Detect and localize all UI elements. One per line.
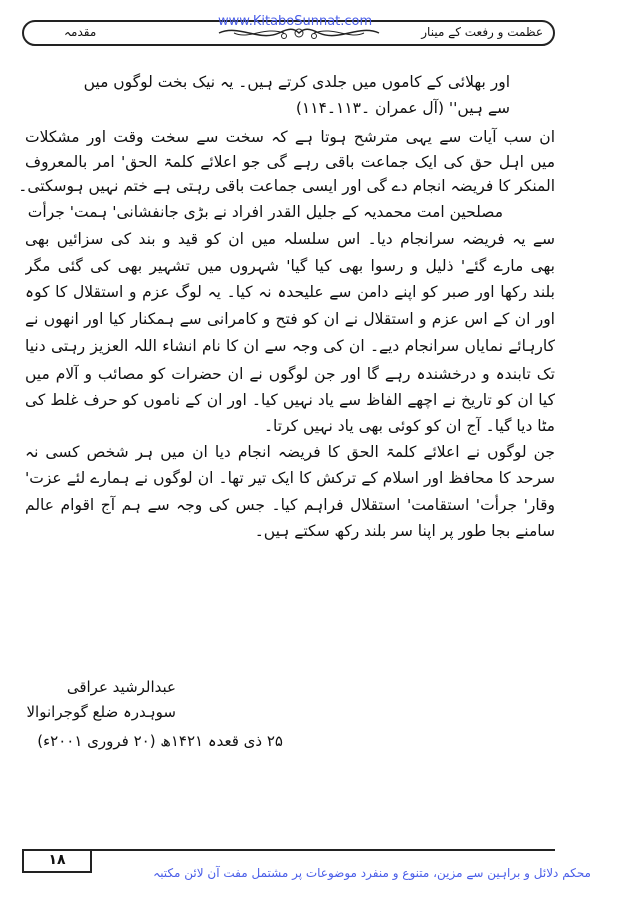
text-line: المنکر کا فریضہ انجام دے گی اور ایسی جماعت باقی رہتی ہے ختم نہیں ہوسکتی۔ [18, 177, 555, 195]
footer-rule [22, 849, 555, 851]
text-line: ان سب آیات سے یہی مترشح ہوتا ہے کہ سخت سے سخت وقت اور مشکلات [25, 128, 555, 146]
text-line: مٹا دیا گیا۔ آج ان کو کوئی بھی یاد نہیں کرتا۔ [263, 417, 555, 435]
footer-watermark-link[interactable]: محکم دلائل و براہین سے مزین، متنوع و منفرد موضوعات پر مشتمل مفت آن لائن مکتبہ [153, 866, 591, 880]
text-line: کیا ان کو تاریخ نے اچھے الفاظ سے یاد نہیں کیا۔ اور ان کے ناموں کو حرف غلط کی [25, 391, 555, 409]
text-line: بلند رکھا اور صبر کو اپنے دامن سے علیحدہ نہ کیا۔ یہ لوگ عزم و استقلال کا کوہ [25, 283, 555, 301]
signature-date: ۲۵ ذی قعدہ ۱۴۲۱ھ (۲۰ فروری ۲۰۰۱ء) [37, 732, 283, 750]
text-line: بھی مارے گئے' ذلیل و رسوا بھی کیا گیا' شہروں میں تشہیر بھی کی گئی مگر [25, 257, 555, 275]
text-line: جن لوگوں نے اعلائے کلمۃ الحق کا فریضہ انجام دیا ان میں ہر شخص کسی نہ [25, 443, 555, 461]
text-line: اور بھلائی کے کاموں میں جلدی کرتے ہیں۔ یہ نیک بخت لوگوں میں [83, 73, 510, 91]
text-line: سرحد کا محافظ اور اسلام کے ترکش کا ایک تیر تھا۔ ان لوگوں نے ہمارے لئے عزت' [25, 469, 555, 487]
author-name: عبدالرشید عراقی [66, 678, 176, 696]
text-line: سے یہ فریضہ سرانجام دیا۔ اس سلسلہ میں ان کو قید و بند کی سزائیں بھی [25, 230, 555, 248]
author-place: سوہدرہ ضلع گوجرانوالا [26, 703, 176, 721]
watermark-url[interactable]: www.KitaboSunnat.com [218, 14, 373, 29]
text-line: اور ان کے اس عزم و استقلال نے ان کو فتح و کامرانی سے ہمکنار کیا اور انھوں نے [25, 310, 555, 328]
page-number: ۱۸ [22, 849, 92, 873]
text-line: سامنے بجا طور پر اپنا سر بلند رکھ سکتے ہیں۔ [254, 522, 555, 540]
text-line: سے ہیں'' (آل عمران ۔۱۱۳۔۱۱۴) [295, 99, 510, 117]
text-line: مصلحین امت محمدیہ کے جلیل القدر افراد نے بڑی جانفشانی' ہمت' جرأت [27, 203, 503, 221]
section-title: مقدمہ [64, 25, 97, 39]
book-title: عظمت و رفعت کے مینار [421, 25, 543, 39]
text-line: وقار' جرأت' استقامت' استقلال فراہم کیا۔ جس کی وجہ سے ہم آج اقوام عالم [25, 496, 555, 514]
text-line: تک تابندہ و درخشندہ رہے گا اور جن لوگوں نے ان حضرات کو مصائب و آلام میں [25, 365, 555, 383]
text-line: میں اہل حق کی ایک جماعت باقی رہے گی جو اعلائے کلمۃ الحق' امر بالمعروف [25, 153, 555, 171]
text-line: کارہائے نمایاں سرانجام دیے۔ ان کی وجہ سے ان کا نام انشاء اللہ العزیز رہتی دنیا [25, 337, 555, 355]
